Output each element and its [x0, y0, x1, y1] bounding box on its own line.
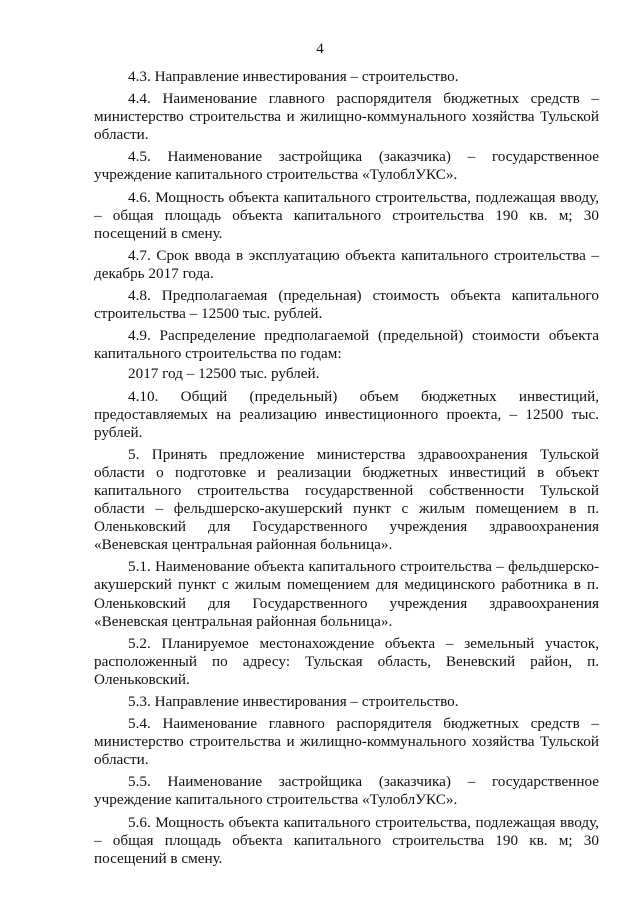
paragraph-5-4: 5.4. Наименование главного распорядителя бюджетных средств – министерство строительства и жилищно-коммунального хозяйства Тульской области. — [94, 715, 599, 769]
paragraph-4-9-year-2017: 2017 год – 12500 тыс. рублей. — [128, 365, 320, 383]
paragraph-4-4: 4.4. Наименование главного распорядителя бюджетных средств – министерство строительства и жилищно-коммунального хозяйства Тульской области. — [94, 90, 599, 144]
page-number: 4 — [316, 41, 324, 57]
paragraph-5-3: 5.3. Направление инвестирования – строительство. — [128, 693, 459, 710]
paragraph-5-6: 5.6. Мощность объекта капитального строительства, подлежащая вводу, – общая площадь объекта капитального строительства 190 кв. м; 30 посещений в смену. — [94, 813, 599, 867]
paragraph-4-8: 4.8. Предполагаемая (предельная) стоимость объекта капитального строительства – 12500 тыс. рублей. — [94, 287, 599, 323]
paragraph-4-6: 4.6. Мощность объекта капитального строительства, подлежащая вводу, – общая площадь объекта капитального строительства 190 кв. м; 30 посещений в смену. — [94, 188, 599, 242]
paragraph-4-9: 4.9. Распределение предполагаемой (предельной) стоимости объекта капитального строительства по годам: — [94, 327, 599, 363]
paragraph-5: 5. Принять предложение министерства здравоохранения Тульской области о подготовке и реализации бюджетных инвестиций в объект капитального строительства государственной собственности Тульской области – фельдшерско-акушерский пункт с жилым помещением в п. Оленьковский для Государственного учреждения здравоохранения «Веневская центральная районная больница». — [94, 445, 599, 554]
document-body — [94, 68, 599, 872]
paragraph-4-5: 4.5. Наименование застройщика (заказчика) – государственное учреждение капитального строительства «ТулоблУКС». — [94, 148, 599, 184]
paragraph-5-5: 5.5. Наименование застройщика (заказчика) – государственное учреждение капитального строительства «ТулоблУКС». — [94, 773, 599, 809]
paragraph-4-10: 4.10. Общий (предельный) объем бюджетных инвестиций, предоставляемых на реализацию инвестиционного проекта, – 12500 тыс. рублей. — [94, 387, 599, 441]
paragraph-4-3: 4.3. Направление инвестирования – строительство. — [128, 68, 459, 85]
paragraph-5-1: 5.1. Наименование объекта капитального строительства – фельдшерско-акушерский пункт с жилым помещением для медицинского работника в п. Оленьковский для Государственного учреждения здравоохранения «Веневская центральная районная больница». — [94, 558, 599, 630]
paragraph-5-2: 5.2. Планируемое местонахождение объекта – земельный участок, расположенный по адресу: Тульская область, Веневский район, п. Оленьковский. — [94, 634, 599, 688]
paragraph-4-7: 4.7. Срок ввода в эксплуатацию объекта капитального строительства – декабрь 2017 года. — [94, 246, 599, 282]
